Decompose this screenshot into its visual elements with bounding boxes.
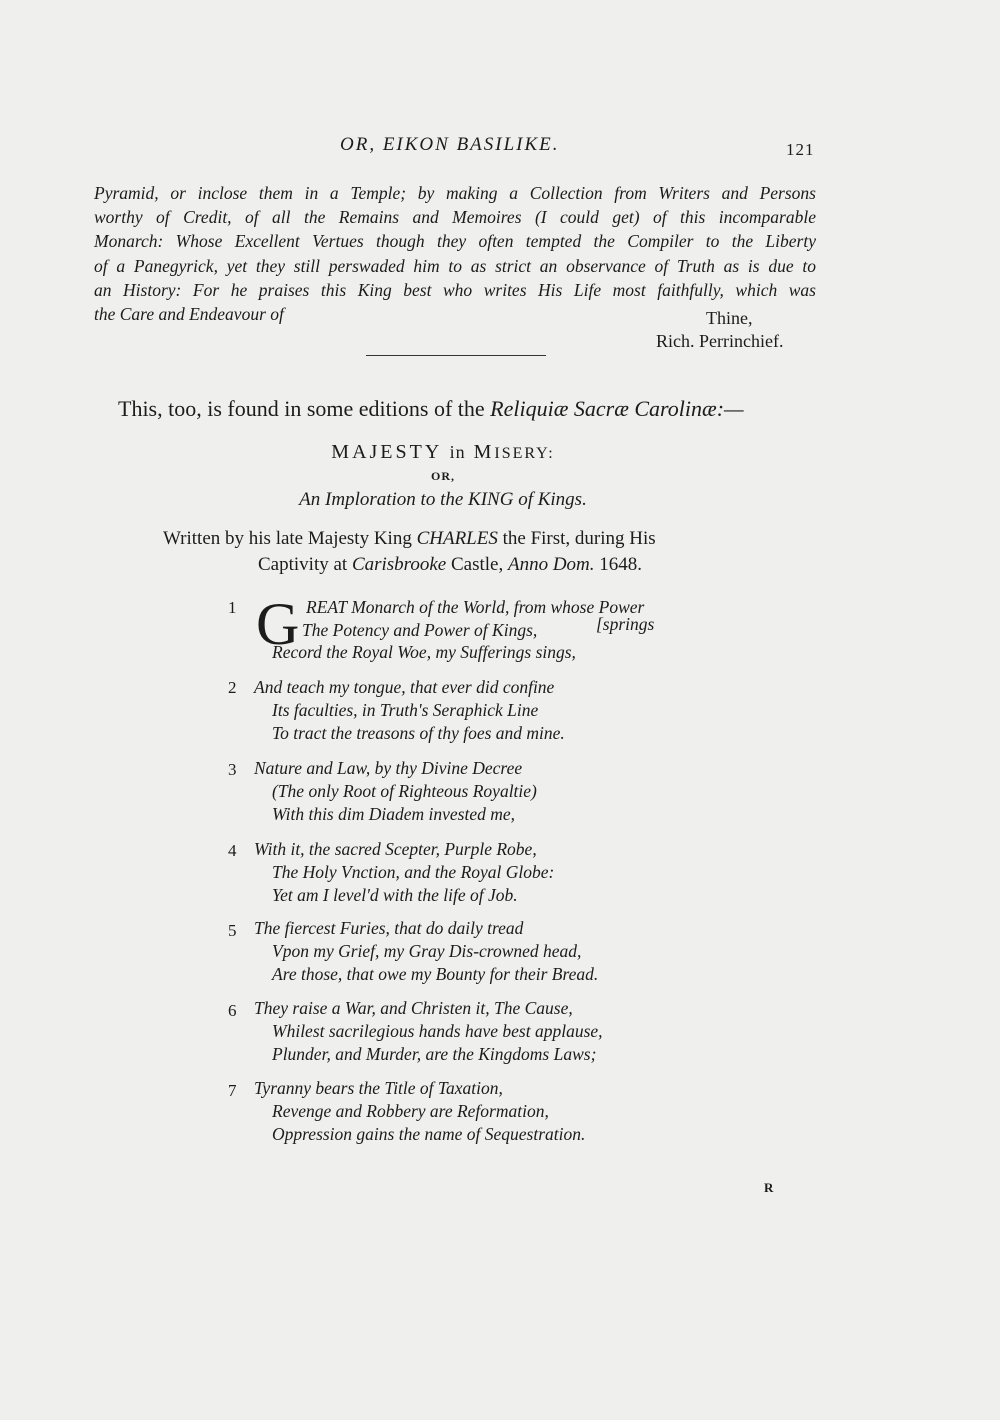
paragraph-line: of a Panegyrick, yet they still perswaded him to as strict an observance of Truth as is due to: [94, 255, 816, 276]
intro-prefix: This, too, is found in some editions of the: [118, 396, 491, 421]
verse-line: They raise a War, and Christen it, The Cause,: [254, 998, 573, 1018]
title-or: OR,: [431, 469, 455, 483]
written-text: Captivity at: [258, 554, 352, 575]
written-line-2: [258, 554, 642, 576]
intro-work-title: Reliquiæ Sacræ Carolinæ: [490, 396, 717, 421]
stanza-number: 4: [228, 841, 237, 860]
verse-line: And teach my tongue, that ever did confine: [254, 677, 555, 697]
running-title: OR, EIKON BASILIKE.: [340, 134, 560, 155]
verse-line: Plunder, and Murder, are the Kingdoms Laws;: [272, 1044, 597, 1064]
section-divider: [366, 355, 546, 356]
paragraph-line: worthy of Credit, of all the Remains and Memoires (I could get) of this incomparable: [94, 207, 816, 228]
verse-line: With it, the sacred Scepter, Purple Robe,: [254, 839, 537, 859]
written-line-1: [163, 528, 656, 550]
verse-line: Yet am I level'd with the life of Job.: [272, 885, 518, 905]
written-king-name: CHARLES: [416, 528, 498, 549]
paragraph-line: an History: For he praises this King best who writes His Life most faithfully, which was: [94, 279, 816, 300]
stanza-number: 3: [228, 760, 237, 779]
written-year: 1648.: [594, 554, 643, 575]
verse-line: With this dim Diadem invested me,: [272, 804, 516, 824]
verse-line: The fiercest Furies, that do daily tread: [254, 918, 524, 938]
verse-line: Vpon my Grief, my Gray Dis-crowned head,: [272, 941, 582, 961]
signature-thine: Thine,: [706, 308, 753, 328]
verse-line: Its faculties, in Truth's Seraphick Line: [272, 700, 539, 720]
signature-name: Rich. Perrinchief.: [656, 331, 784, 351]
stanza-number: 6: [228, 1001, 237, 1020]
bracket-text: [springs: [596, 614, 655, 634]
stanza-number: 5: [228, 921, 237, 940]
poem-subtitle: An Imploration to the KING of Kings.: [299, 489, 587, 510]
verse-line: (The only Root of Righteous Royaltie): [272, 781, 537, 801]
verse-line: Are those, that owe my Bounty for their Bread.: [272, 964, 599, 984]
written-place: Carisbrooke: [351, 554, 447, 575]
stanza-number: 1: [228, 598, 237, 617]
verse-line: Record the Royal Woe, my Sufferings sings,: [272, 642, 576, 662]
verse-line: Oppression gains the name of Sequestration.: [272, 1124, 586, 1144]
stanza-number: 2: [228, 678, 237, 697]
verse-line: Nature and Law, by thy Divine Decree: [254, 758, 523, 778]
verse-line: Tyranny bears the Title of Taxation,: [254, 1078, 503, 1098]
verse-line: Whilest sacrilegious hands have best applause,: [272, 1021, 603, 1041]
paragraph-line: Pyramid, or inclose them in a Temple; by making a Collection from Writers and Persons: [94, 183, 816, 203]
title-in: in: [449, 442, 466, 462]
poem-title: [0, 441, 886, 464]
written-anno: Anno Dom.: [507, 554, 595, 575]
page-number: 121: [786, 140, 815, 159]
title-main: MAJESTY: [331, 441, 442, 463]
written-text: the First, during His: [497, 528, 656, 549]
intro-suffix: :—: [716, 396, 744, 421]
title-misery-cap: M: [473, 441, 495, 463]
paragraph-line: the Care and Endeavour of: [94, 304, 284, 325]
dedication-paragraph: [94, 181, 816, 326]
written-text: Written by his late Majesty King: [163, 528, 417, 549]
printer-signature-mark: R: [764, 1180, 774, 1195]
stanza-number: 7: [228, 1081, 237, 1100]
drop-cap: G: [256, 591, 300, 657]
verse-line: The Potency and Power of Kings,: [302, 620, 538, 640]
intro-line: [118, 396, 744, 422]
title-misery-rest: ISERY:: [494, 445, 555, 462]
verse-line: The Holy Vnction, and the Royal Globe:: [272, 862, 555, 882]
verse-line: Revenge and Robbery are Reformation,: [272, 1101, 549, 1121]
paragraph-line: Monarch: Whose Excellent Vertues though they often tempted the Compiler to the Liberty: [94, 231, 816, 252]
verse-line: REAT Monarch of the World, from whose Power: [306, 597, 645, 617]
written-text: Castle,: [446, 554, 508, 575]
verse-line: To tract the treasons of thy foes and mine.: [272, 723, 565, 743]
